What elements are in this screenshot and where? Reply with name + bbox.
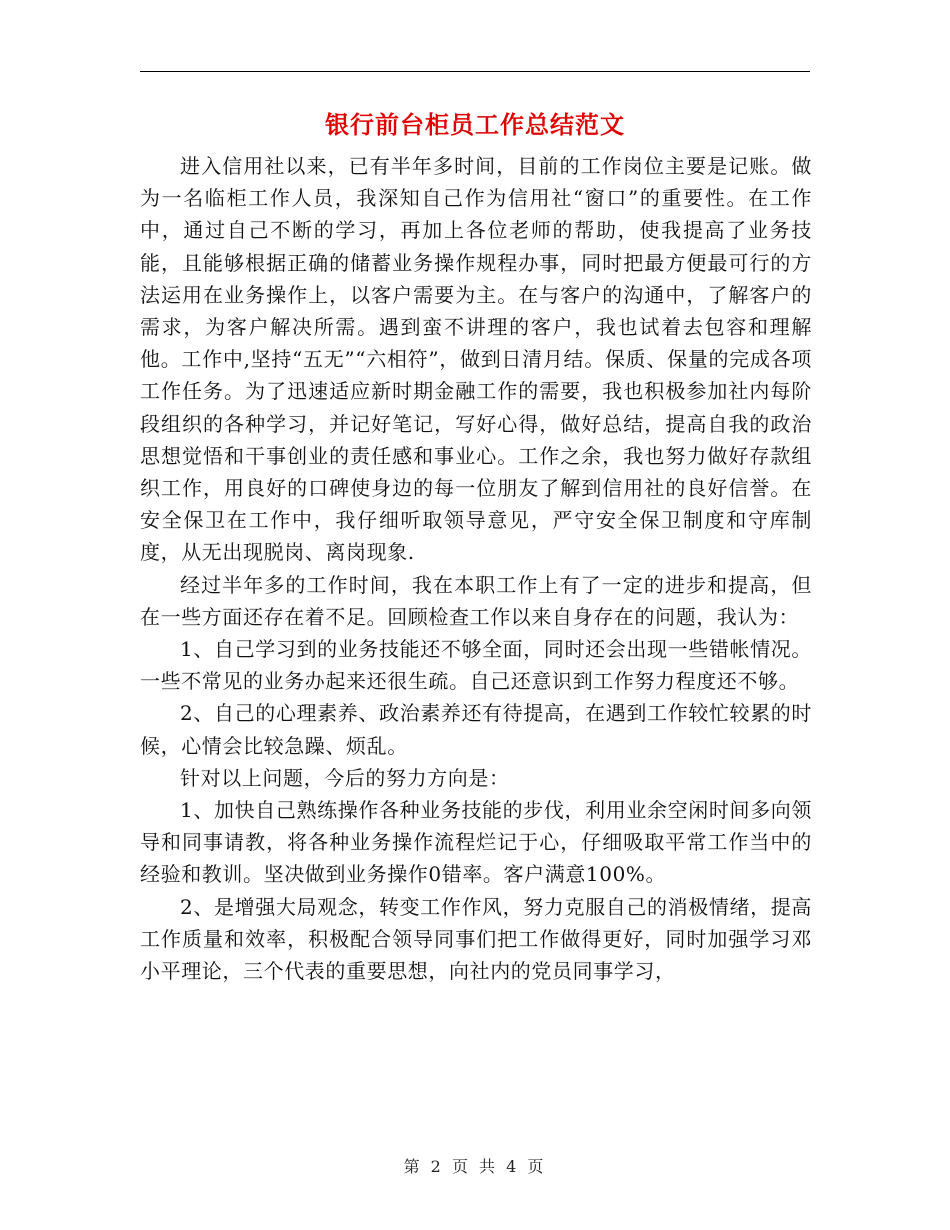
page-number: 第 2 页 共 4 页 [403,1157,547,1176]
paragraph-review: 经过半年多的工作时间，我在本职工作上有了一定的进步和提高，但在一些方面还存在着不足。回顾检查工作以来自身存在的问题，我认为： [140,572,812,629]
paragraph-issue-2: 2、自己的心理素养、政治素养还有待提高，在遇到工作较忙较累的时候，心情会比较急躁、烦乱。 [140,701,812,758]
paragraph-issue-1: 1、自己学习到的业务技能还不够全面，同时还会出现一些错帐情况。一些不常见的业务办起来还很生疏。自己还意识到工作努力程度还不够。 [140,637,812,694]
document-body [140,150,812,987]
paragraph-intro: 进入信用社以来，已有半年多时间，目前的工作岗位主要是记账。做为一名临柜工作人员，我深知自己作为信用社“窗口”的重要性。在工作中，通过自己不断的学习，再加上各位老师的帮助，使我提高了业务技能，且能够根据正确的储蓄业务操作规程办事，同时把最方便最可行的方法运用在业务操作上，以客户需要为主。在与客户的沟通中，了解客户的需求，为客户解决所需。遇到蛮不讲理的客户，我也试着去包容和理解他。工作中,坚持“五无”“六相符”，做到日清月结。保质、保量的完成各项工作任务。为了迅速适应新时期金融工作的需要，我也积极参加社内每阶段组织的各种学习，并记好笔记，写好心得，做好总结，提高自我的政治思想觉悟和干事创业的责任感和事业心。工作之余，我也努力做好存款组织工作，用良好的口碑使身边的每一位朋友了解到信用社的良好信誉。在安全保卫在工作中，我仔细听取领导意见，严守安全保卫制度和守库制度，从无出现脱岗、离岗现象. [140,154,812,565]
document-title: 银行前台柜员工作总结范文 [325,111,625,139]
paragraph-direction-1: 1、加快自己熟练操作各种业务技能的步伐，利用业余空闲时间多向领导和同事请教，将各种业务操作流程烂记于心，仔细吸取平常工作当中的经验和教训。坚决做到业务操作0错率。客户满意100%。 [140,798,812,887]
paragraph-direction-heading: 针对以上问题，今后的努力方向是： [180,765,510,790]
paragraph-direction-2: 2、是增强大局观念，转变工作作风，努力克服自己的消极情绪，提高工作质量和效率，积极配合领导同事们把工作做得更好，同时加强学习邓小平理论，三个代表的重要思想，向社内的党员同事学习， [140,894,812,984]
header-rule [140,71,810,72]
